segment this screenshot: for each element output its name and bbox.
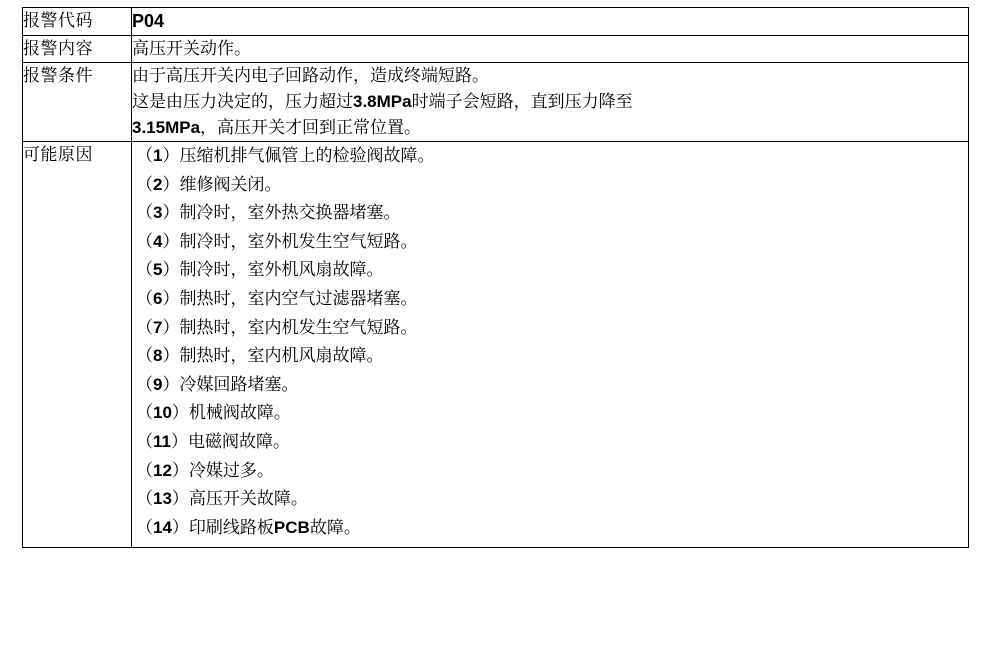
cause-number: 12 [153,460,172,480]
value-alarm-code [132,8,969,36]
cause-number: 4 [153,231,163,251]
cause-text: 机械阀故障。 [188,403,291,424]
cause-item: （13）高压开关故障。 [136,489,308,510]
cause-number: 5 [153,260,163,280]
cause-text: 冷媒过多。 [188,460,274,481]
cause-item: （3）制冷时，室外热交换器堵塞。 [136,203,401,224]
cause-item: （8）制热时，室内机风扇故障。 [136,346,384,367]
label-alarm-code: 报警代码 [23,8,132,36]
cause-number: 9 [153,374,163,394]
value-alarm-content: 高压开关动作。 [132,36,969,63]
cause-item: （2）维修阀关闭。 [136,174,282,195]
alarm-code: P04 [132,11,165,31]
cause-item: （11）电磁阀故障。 [136,431,290,452]
cause-number: 13 [153,489,172,509]
cause-number: 14 [153,517,172,537]
cause-text: 电磁阀故障。 [187,431,290,452]
cause-number: 10 [153,403,172,423]
cause-text: 压缩机排气佩管上的检验阀故障。 [179,146,435,166]
cause-text: 制冷时，室外热交换器堵塞。 [179,203,401,224]
cause-number: 2 [153,174,163,194]
cause-text: 制冷时，室外机风扇故障。 [179,260,384,281]
cause-number: 1 [153,146,163,165]
cause-item: （5）制冷时，室外机风扇故障。 [136,260,384,281]
cause-text-pcb: PCB [273,517,310,537]
row-alarm-condition [23,63,969,142]
cause-item: （7）制热时，室内机发生空气短路。 [136,317,418,338]
cause-number: 7 [153,317,163,337]
cause-list [132,142,968,547]
row-alarm-content [23,36,969,63]
condition-line-2-pre: 这是由压力决定的，压力超过 [132,92,353,112]
cause-text: 制热时，室内空气过滤器堵塞。 [179,288,418,309]
condition-line-3-post: ，高压开关才回到正常位置。 [200,118,422,138]
condition-line-2-post: 时端子会短路，直到压力降至 [411,92,633,112]
condition-line-2 [132,89,968,115]
row-possible-causes [23,142,969,548]
cause-text: 制热时，室内机发生空气短路。 [179,317,418,338]
pressure-reset-value: 3.15MPa [132,118,201,137]
cause-text: 制热时，室内机风扇故障。 [179,346,384,367]
cause-text: 维修阀关闭。 [179,174,282,195]
condition-line-1: 由于高压开关内电子回路动作，造成终端短路。 [132,66,489,86]
cause-text: 冷媒回路堵塞。 [179,374,299,395]
cause-number: 11 [153,431,171,451]
cause-item: （4）制冷时，室外机发生空气短路。 [136,231,418,252]
cause-text-tail: 故障。 [309,517,361,538]
cause-item: （10）机械阀故障。 [136,403,291,424]
cause-number: 8 [153,346,163,366]
cause-item: （14）印刷线路板PCB故障。 [136,517,361,538]
alarm-table [22,7,969,548]
cause-item: （9）冷媒回路堵塞。 [136,374,299,395]
cause-item: （12）冷媒过多。 [136,460,274,481]
cause-text: 高压开关故障。 [188,489,308,510]
value-possible-causes [132,142,969,548]
cause-number: 3 [153,203,163,223]
cause-item: （6）制热时，室内空气过滤器堵塞。 [136,288,418,309]
cause-number: 6 [153,288,163,308]
label-alarm-condition: 报警条件 [23,63,132,142]
cause-text: 印刷线路板 [188,517,274,538]
value-alarm-condition [132,63,969,142]
condition-line-3 [132,115,968,141]
cause-text: 制冷时，室外机发生空气短路。 [179,231,418,252]
row-alarm-code [23,8,969,36]
alarm-sheet [22,7,969,548]
cause-item: （1）压缩机排气佩管上的检验阀故障。 [136,146,435,166]
label-possible-causes: 可能原因 [23,142,132,548]
pressure-high-value: 3.8MPa [353,92,412,111]
label-alarm-content: 报警内容 [23,36,132,63]
